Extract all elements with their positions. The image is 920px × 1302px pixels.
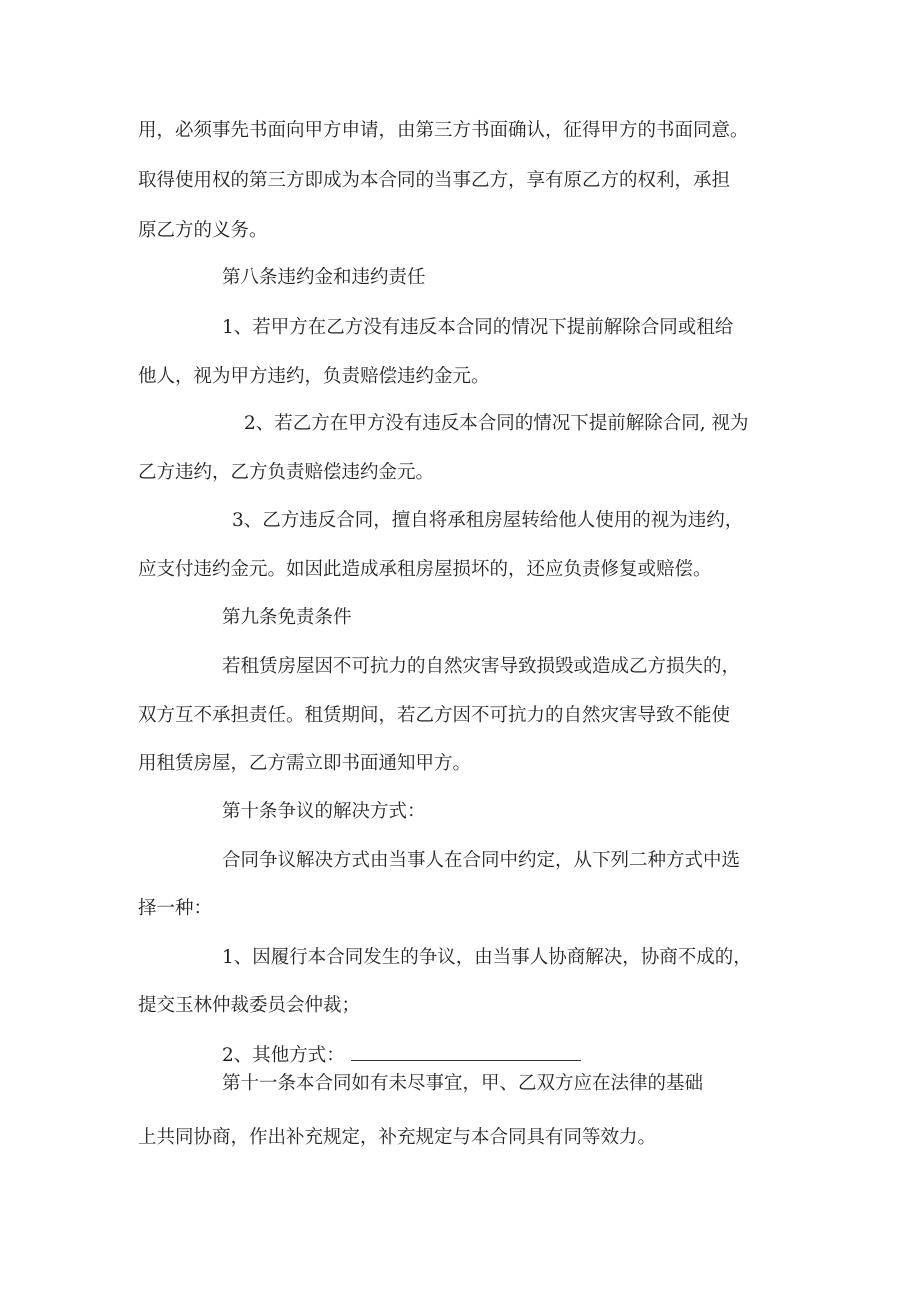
paragraph-line: 2、若乙方在甲方没有违反本合同的情况下提前解除合同, 视为 (244, 413, 749, 434)
paragraph-line: 1、因履行本合同发生的争议，由当事人协商解决，协商不成的， (222, 947, 752, 968)
section-heading-8: 第八条违约金和违约责任 (222, 267, 426, 288)
other-method-label: 2、其他方式： (222, 1045, 345, 1066)
paragraph-line: 上共同协商，作出补充规定，补充规定与本合同具有同等效力。 (138, 1127, 657, 1148)
paragraph-line: 乙方违约，乙方负责赔偿违约金元。 (138, 462, 435, 483)
paragraph-line: 双方互不承担责任。租赁期间，若乙方因不可抗力的自然灾害导致不能使 (138, 705, 731, 726)
paragraph-line: 3、乙方违反合同，擅自将承租房屋转给他人使用的视为违约， (232, 510, 744, 531)
paragraph-line: 择一种： (138, 898, 213, 919)
section-heading-10: 第十条争议的解决方式： (222, 801, 426, 822)
section-heading-9: 第九条免责条件 (222, 607, 352, 628)
section-heading-11: 第十一条本合同如有未尽事宜，甲、乙双方应在法律的基础 (222, 1073, 704, 1094)
paragraph-line: 取得使用权的第三方即成为本合同的当事乙方，享有原乙方的权利，承担 (138, 170, 731, 191)
paragraph-line: 提交玉林仲裁委员会仲裁； (138, 995, 361, 1016)
paragraph-line: 合同争议解决方式由当事人在合同中约定，从下列二种方式中选 (222, 850, 741, 871)
paragraph-line: 应支付违约金元。如因此造成承租房屋损坏的，还应负责修复或赔偿。 (138, 559, 712, 580)
paragraph-line: 用租赁房屋，乙方需立即书面通知甲方。 (138, 753, 472, 774)
paragraph-line: 若租赁房屋因不可抗力的自然灾害导致损毁或造成乙方损失的， (222, 656, 741, 677)
fill-in-blank (351, 1042, 581, 1061)
other-method-line (222, 1042, 581, 1068)
paragraph-line: 原乙方的义务。 (138, 220, 268, 241)
paragraph-line: 他人，视为甲方违约，负责赔偿违约金元。 (138, 366, 490, 387)
paragraph-line: 用，必须事先书面向甲方申请，由第三方书面确认，征得甲方的书面同意。 (138, 120, 749, 141)
paragraph-line: 1、若甲方在乙方没有违反本合同的情况下提前解除合同或租给 (222, 317, 734, 338)
